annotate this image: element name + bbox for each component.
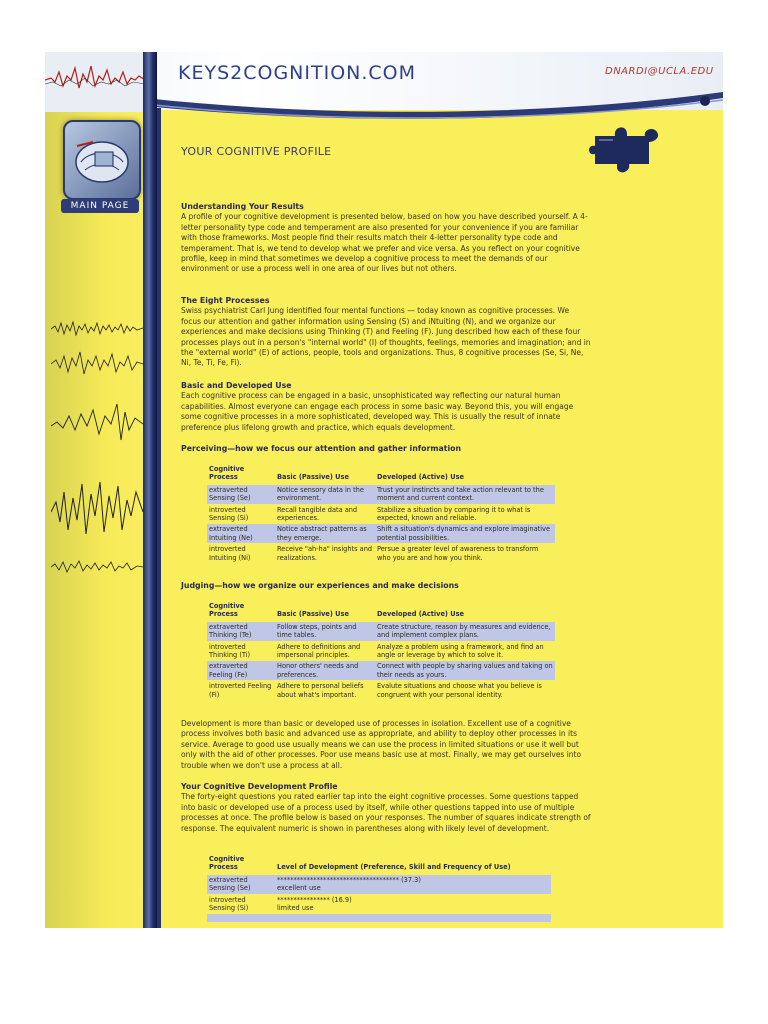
eeg-wave-5 <box>51 552 143 582</box>
eeg-wave-4 <box>51 472 143 542</box>
section-basic-developed <box>181 381 591 433</box>
table-row <box>207 485 555 504</box>
cell-developed: Create structure, reason by measures and evidence, and implement complex plans. <box>375 622 555 641</box>
main-page-label: MAIN PAGE <box>61 199 139 213</box>
col-header-process: Cognitive Process <box>209 602 245 619</box>
judging-heading: Judging—how we organize our experiences and make decisions <box>181 581 459 590</box>
table-row <box>207 661 555 681</box>
table-row <box>207 622 555 641</box>
cell-empty <box>207 914 275 923</box>
profile-table <box>207 854 551 923</box>
judging-table <box>207 601 555 701</box>
eight-body: Swiss psychiatrist Carl Jung identified four mental functions — today known as cognitive processes. We focus our attention and gather information using Sensing (S) and iNtuiting (N), and we organize our experiences and make decisions using Thinking (T) and Feeling (F). Jung described how each of these four processes plays out in a person's "internal world" (I) of thoughts, feelings, memories and imagination; and in the "external world" (E) of actions, people, tools and organizations. Thus, 8 cognitive processes (Se, Si, Ne, Ni, Te, Ti, Fe, Fi). <box>181 306 591 368</box>
cell-process: introverted Thinking (Ti) <box>207 641 275 661</box>
cell-basic: Notice sensory data in the environment. <box>275 485 375 504</box>
col-header-basic: Basic (Passive) Use <box>277 610 349 619</box>
cell-developed: Evalute situations and choose what you believe is congruent with your personal identity. <box>375 681 555 701</box>
strength-bar: **************** (16.9) <box>277 895 352 904</box>
email-link[interactable]: DNARDI@UCLA.EDU <box>605 66 714 77</box>
cell-developed: Connect with people by sharing values and taking on their needs as yours. <box>375 661 555 681</box>
cell-process: extraverted Intuiting (Ne) <box>207 524 275 544</box>
cell-basic: Recall tangible data and experiences. <box>275 504 375 524</box>
eeg-wave-1 <box>51 314 143 344</box>
table-row <box>207 875 551 894</box>
table-row-partial <box>207 914 551 923</box>
cell-process: introverted Sensing (Si) <box>207 894 275 914</box>
page <box>45 52 723 928</box>
cell-developed: Persue a greater level of awareness to transform who you are and how you think. <box>375 544 555 564</box>
cell-empty <box>275 914 551 923</box>
cell-process: extraverted Feeling (Fe) <box>207 661 275 681</box>
cell-developed: Trust your instincts and take action relevant to the moment and current context. <box>375 485 555 504</box>
col-header-process: Cognitive Process <box>209 855 245 872</box>
left-top-strip <box>45 52 145 112</box>
profile-body: The forty-eight questions you rated earlier tap into the eight cognitive processes. Some questions tapped into basic or developed use of a process used by itself, while other questions tapped into use of multiple processes at once. The profile below is based on your responses. The number of squares indicate strength of response. The equivalent numeric is shown in parentheses along with likely level of development. <box>181 792 591 833</box>
cell-process: introverted Feeling (Fi) <box>207 681 275 701</box>
cell-level <box>275 875 551 894</box>
cell-process: extraverted Thinking (Te) <box>207 622 275 641</box>
cell-developed: Shift a situation's dynamics and explore imaginative potential possibilities. <box>375 524 555 544</box>
table-row <box>207 641 555 661</box>
table-row <box>207 544 555 564</box>
cell-basic: Follow steps, points and time tables. <box>275 622 375 641</box>
strength-bar: ************************************* (37.3) <box>277 875 421 884</box>
section-development <box>181 719 591 771</box>
col-header-basic: Basic (Passive) Use <box>277 473 349 482</box>
cell-basic: Adhere to definitions and impersonal principles. <box>275 641 375 661</box>
col-header-developed: Developed (Active) Use <box>377 610 464 619</box>
cell-basic: Adhere to personal beliefs about what's important. <box>275 681 375 701</box>
col-header-process: Cognitive Process <box>209 465 245 482</box>
eeg-wave-2 <box>51 344 143 384</box>
eeg-wave-top <box>45 58 145 98</box>
main-page-button[interactable] <box>61 120 141 210</box>
level-text: excellent use <box>277 884 321 893</box>
cell-process: introverted Sensing (Si) <box>207 504 275 524</box>
understanding-body: A profile of your cognitive development is presented below, based on how you have described yourself. A 4-letter personality type code and temperament are also presented for your convenience if you are familiar with those frameworks. Most people find their results match their 4-letter personality type code and temperament. That is, we tend to develop what we prefer and vice versa. As you reflect on your cognitive profile, keep in mind that sometimes we develop a cognitive process to meet the demands of our environment or use a process well in one area of our lives but not others. <box>181 212 588 274</box>
page-title: YOUR COGNITIVE PROFILE <box>181 145 332 158</box>
cell-developed: Analyze a problem using a framework, and find an angle or leverage by which to solve it. <box>375 641 555 661</box>
main-page-image <box>63 120 141 200</box>
cell-basic: Receive "ah-ha" insights and realizations. <box>275 544 375 564</box>
development-body: Development is more than basic or developed use of processes in isolation. Excellent use of a cognitive process involves both basic and advanced use as appropriate, and ability to deploy other processes in its service. Average to good use usually means we can use the process in limited situations or use it well but only with the aid of other processes. Poor use means basic use at most. Finally, we may get ourselves into trouble when we don't use a process at all. <box>181 719 582 770</box>
table-row <box>207 504 555 524</box>
eight-heading: The Eight Processes <box>181 296 270 305</box>
cell-process: extraverted Sensing (Se) <box>207 485 275 504</box>
col-header-level: Level of Development (Preference, Skill and Frequency of Use) <box>277 863 511 872</box>
site-title[interactable]: KEYS2COGNITION.COM <box>178 62 417 84</box>
puzzle-piece-icon <box>587 118 677 178</box>
level-text: limited use <box>277 904 314 913</box>
table-row <box>207 524 555 544</box>
brain-icon <box>65 122 139 198</box>
cell-process: introverted Intuiting (Ni) <box>207 544 275 564</box>
understanding-heading: Understanding Your Results <box>181 202 304 211</box>
cell-basic: Honor others' needs and preferences. <box>275 661 375 681</box>
cell-process: extraverted Sensing (Se) <box>207 875 275 894</box>
col-header-developed: Developed (Active) Use <box>377 473 464 482</box>
basic-heading: Basic and Developed Use <box>181 381 292 390</box>
basic-body: Each cognitive process can be engaged in a basic, unsophisticated way reflecting our natural human capabilities. Almost everyone can engage each process in some basic way. Beyond this, you will engage some cognitive processes in a more sophisticated, developed way. This is usually the result of innate preference plus lifelong growth and practice, which equals development. <box>181 391 574 432</box>
section-profile <box>181 782 591 834</box>
perceiving-heading: Perceiving—how we focus our attention and gather information <box>181 444 462 453</box>
table-row <box>207 681 555 701</box>
section-eight-processes <box>181 296 591 369</box>
cell-basic: Notice abstract patterns as they emerge. <box>275 524 375 544</box>
vertical-rail-thin <box>157 108 161 928</box>
cell-developed: Stabilize a situation by comparing it to what is expected, known and reliable. <box>375 504 555 524</box>
section-understanding <box>181 202 591 275</box>
table-row <box>207 894 551 914</box>
eeg-wave-3 <box>51 396 143 446</box>
vertical-rail <box>143 52 157 928</box>
cell-level <box>275 894 551 914</box>
perceiving-table <box>207 464 555 564</box>
profile-heading: Your Cognitive Development Profile <box>181 782 338 791</box>
